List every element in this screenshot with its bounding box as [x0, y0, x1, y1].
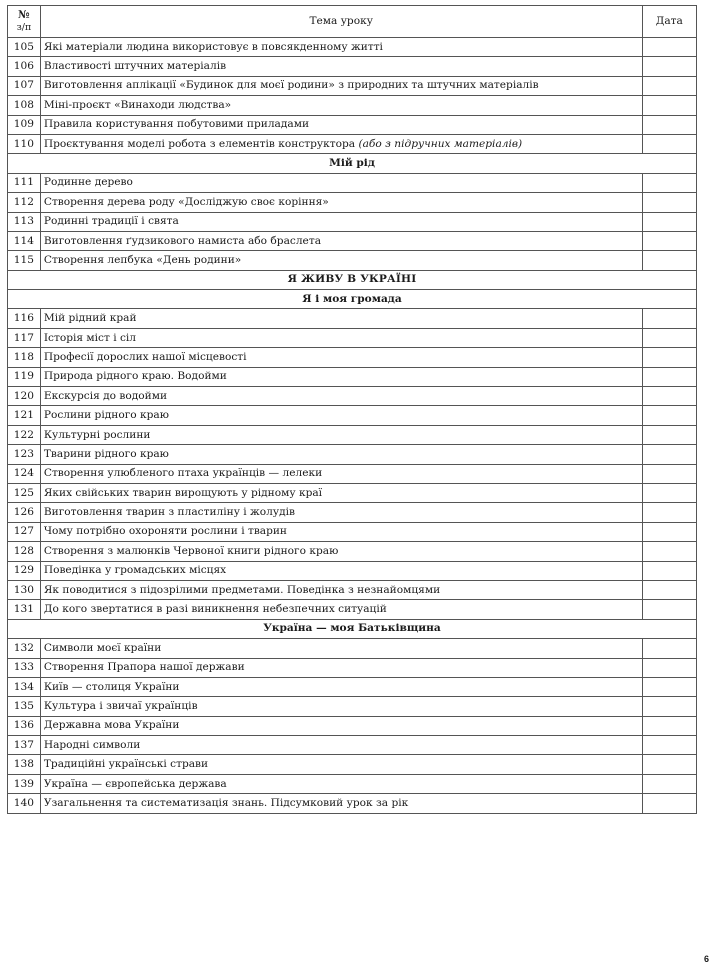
table-row: [8, 483, 697, 502]
lesson-topic-text: Історія міст і сіл: [43, 331, 137, 344]
table-row: [8, 76, 697, 95]
lesson-number: 125: [8, 483, 41, 502]
table-row: [8, 193, 697, 212]
lesson-topic-text: Мій рідний край: [43, 312, 137, 325]
lesson-topic: [40, 348, 642, 367]
lesson-date-cell: [642, 309, 696, 328]
lesson-number: 129: [8, 561, 41, 580]
lesson-number: 134: [8, 677, 41, 696]
lesson-number: 126: [8, 503, 41, 522]
lesson-topic: [40, 522, 642, 541]
lesson-date-cell: [642, 639, 696, 658]
table-row: [8, 406, 697, 425]
lesson-topic-text: Створення з малюнків Червоної книги рідного краю: [43, 544, 339, 557]
lesson-number: 132: [8, 639, 41, 658]
lesson-topic-text: Народні символи: [43, 738, 141, 751]
lesson-date-cell: [642, 561, 696, 580]
lesson-number: 130: [8, 580, 41, 599]
table-row: [8, 309, 697, 328]
lesson-date-cell: [642, 658, 696, 677]
lesson-date-cell: [642, 115, 696, 134]
lesson-topic-text: Екскурсія до водойми: [43, 389, 168, 402]
lesson-topic-text: Властивості штучних матеріалів: [43, 60, 227, 73]
table-row: [8, 677, 697, 696]
table-row: [8, 387, 697, 406]
lesson-number: 140: [8, 794, 41, 813]
header-number-sub: з/п: [16, 22, 32, 33]
table-row: [8, 251, 697, 270]
lesson-topic-text: Традиційні українські страви: [43, 758, 209, 771]
lesson-topic: [40, 600, 642, 619]
section-title: Україна — моя Батьківщина: [8, 619, 697, 638]
lesson-topic-text: Родинні традиції і свята: [43, 215, 179, 228]
lesson-topic: [40, 406, 642, 425]
lesson-topic: [40, 736, 642, 755]
lesson-topic: [40, 387, 642, 406]
table-row: [8, 348, 697, 367]
table-row: [8, 231, 697, 250]
lesson-topic-text: Виготовлення аплікації «Будинок для моєї родини» з природних та штучних матеріалів: [43, 79, 539, 92]
lesson-topic: [40, 57, 642, 76]
lesson-topic: [40, 677, 642, 696]
lesson-topic: [40, 96, 642, 115]
table-row: [8, 639, 697, 658]
lesson-number: 124: [8, 464, 41, 483]
lesson-topic: [40, 503, 642, 522]
lesson-number: 107: [8, 76, 41, 95]
lesson-date-cell: [642, 445, 696, 464]
lesson-date-cell: [642, 600, 696, 619]
lesson-topic: [40, 542, 642, 561]
lesson-number: 123: [8, 445, 41, 464]
lesson-date-cell: [642, 542, 696, 561]
lesson-plan-table: [7, 5, 697, 814]
lesson-number: 139: [8, 774, 41, 793]
lesson-topic-text: Правила користування побутовими приладами: [43, 118, 310, 131]
lesson-topic: [40, 115, 642, 134]
lesson-date-cell: [642, 193, 696, 212]
lesson-date-cell: [642, 76, 696, 95]
lesson-topic: [40, 639, 642, 658]
lesson-topic-text: Професії дорослих нашої місцевості: [43, 350, 247, 363]
table-row: [8, 522, 697, 541]
table-row: [8, 425, 697, 444]
lesson-topic-text: До кого звертатися в разі виникнення небезпечних ситуацій: [43, 603, 387, 616]
lesson-date-cell: [642, 483, 696, 502]
table-row: [8, 115, 697, 134]
lesson-topic: [40, 561, 642, 580]
lesson-date-cell: [642, 794, 696, 813]
lesson-topic-text: Культура і звичаї українців: [43, 699, 198, 712]
table-row: [8, 755, 697, 774]
table-row: [8, 445, 697, 464]
table-row: [8, 736, 697, 755]
lesson-date-cell: [642, 134, 696, 153]
lesson-date-cell: [642, 328, 696, 347]
table-row: [8, 697, 697, 716]
lesson-number: 105: [8, 38, 41, 57]
lesson-topic-text: Проєктування моделі робота з елементів конструктора: [43, 137, 356, 150]
lesson-number: 111: [8, 173, 41, 192]
table-row: [8, 173, 697, 192]
lesson-number: 109: [8, 115, 41, 134]
lesson-date-cell: [642, 173, 696, 192]
lesson-topic-text: Створення Прапора нашої держави: [43, 661, 245, 674]
lesson-number: 122: [8, 425, 41, 444]
lesson-topic: [40, 483, 642, 502]
lesson-date-cell: [642, 367, 696, 386]
lesson-number: 117: [8, 328, 41, 347]
lesson-date-cell: [642, 522, 696, 541]
lesson-topic: [40, 309, 642, 328]
table-row: [8, 96, 697, 115]
lesson-date-cell: [642, 736, 696, 755]
lesson-topic: [40, 212, 642, 231]
table-row: [8, 464, 697, 483]
page-number: 6: [703, 954, 709, 964]
lesson-topic-text: Як поводитися з підозрілими предметами. Поведінка з незнайомцями: [43, 583, 441, 596]
section-title: Я ЖИВУ В УКРАЇНІ: [8, 270, 697, 289]
lesson-date-cell: [642, 503, 696, 522]
lesson-number: 119: [8, 367, 41, 386]
table-row: [8, 38, 697, 57]
lesson-date-cell: [642, 697, 696, 716]
lesson-number: 128: [8, 542, 41, 561]
lesson-topic: [40, 580, 642, 599]
lesson-topic: [40, 251, 642, 270]
lesson-topic-text: Тварини рідного краю: [43, 447, 169, 460]
lesson-topic: [40, 774, 642, 793]
lesson-number: 135: [8, 697, 41, 716]
table-row: [8, 57, 697, 76]
lesson-number: 115: [8, 251, 41, 270]
lesson-date-cell: [642, 755, 696, 774]
lesson-topic: [40, 173, 642, 192]
lesson-date-cell: [642, 464, 696, 483]
lesson-date-cell: [642, 425, 696, 444]
lesson-topic: [40, 697, 642, 716]
lesson-topic-text: Київ — столиця України: [43, 680, 180, 693]
lesson-topic-text: Україна — європейська держава: [43, 777, 227, 790]
lesson-topic: [40, 193, 642, 212]
lesson-topic: [40, 658, 642, 677]
lesson-topic-text: Поведінка у громадських місцях: [43, 564, 227, 577]
lesson-topic: [40, 231, 642, 250]
lesson-topic-text: Створення дерева роду «Досліджую своє коріння»: [43, 195, 329, 208]
section-row: [8, 619, 697, 638]
table-row: [8, 134, 697, 153]
lesson-date-cell: [642, 716, 696, 735]
table-row: [8, 367, 697, 386]
table-body: [8, 38, 697, 814]
lesson-topic-text: Символи моєї країни: [43, 641, 162, 654]
lesson-topic-text: Родинне дерево: [43, 176, 133, 189]
lesson-topic-text: Створення улюбленого птаха українців — лелеки: [43, 467, 323, 480]
header-number: № з/п: [8, 6, 41, 38]
lesson-date-cell: [642, 774, 696, 793]
lesson-topic: [40, 716, 642, 735]
lesson-date-cell: [642, 580, 696, 599]
lesson-topic-text: Які матеріали людина використовує в повсякденному житті: [43, 40, 383, 53]
lesson-topic: [40, 445, 642, 464]
lesson-number: 121: [8, 406, 41, 425]
lesson-topic-note: (або з підручних матеріалів): [358, 137, 523, 150]
table-row: [8, 774, 697, 793]
lesson-number: 127: [8, 522, 41, 541]
lesson-topic-text: Державна мова України: [43, 719, 180, 732]
lesson-topic: [40, 38, 642, 57]
lesson-date-cell: [642, 348, 696, 367]
lesson-topic-text: Природа рідного краю. Водойми: [43, 370, 227, 383]
table-row: [8, 794, 697, 813]
lesson-topic: [40, 464, 642, 483]
header-date: Дата: [642, 6, 696, 38]
lesson-number: 136: [8, 716, 41, 735]
table-row: [8, 600, 697, 619]
table-row: [8, 716, 697, 735]
table-header-row: [8, 6, 697, 38]
section-row: [8, 154, 697, 173]
lesson-number: 118: [8, 348, 41, 367]
lesson-number: 112: [8, 193, 41, 212]
lesson-topic: [40, 134, 642, 153]
lesson-number: 131: [8, 600, 41, 619]
lesson-number: 137: [8, 736, 41, 755]
lesson-number: 113: [8, 212, 41, 231]
lesson-topic: [40, 755, 642, 774]
lesson-date-cell: [642, 96, 696, 115]
lesson-topic: [40, 328, 642, 347]
table-row: [8, 212, 697, 231]
lesson-topic: [40, 76, 642, 95]
lesson-topic-text: Міні-проєкт «Винаходи людства»: [43, 98, 232, 111]
lesson-topic-text: Культурні рослини: [43, 428, 151, 441]
lesson-number: 110: [8, 134, 41, 153]
table-row: [8, 580, 697, 599]
lesson-topic-text: Узагальнення та систематизація знань. Підсумковий урок за рік: [43, 796, 409, 809]
header-topic: Тема уроку: [40, 6, 642, 38]
lesson-number: 108: [8, 96, 41, 115]
lesson-date-cell: [642, 57, 696, 76]
table-row: [8, 542, 697, 561]
lesson-number: 138: [8, 755, 41, 774]
section-row: [8, 270, 697, 289]
table-row: [8, 561, 697, 580]
lesson-number: 120: [8, 387, 41, 406]
lesson-date-cell: [642, 406, 696, 425]
section-row: [8, 290, 697, 309]
lesson-number: 106: [8, 57, 41, 76]
table-row: [8, 328, 697, 347]
lesson-topic-text: Створення лепбука «День родини»: [43, 253, 242, 266]
lesson-date-cell: [642, 387, 696, 406]
lesson-date-cell: [642, 231, 696, 250]
lesson-topic-text: Виготовлення тварин з пластиліну і жолудів: [43, 506, 296, 519]
section-title: Мій рід: [8, 154, 697, 173]
lesson-number: 133: [8, 658, 41, 677]
lesson-number: 114: [8, 231, 41, 250]
lesson-topic: [40, 794, 642, 813]
lesson-date-cell: [642, 251, 696, 270]
lesson-topic: [40, 425, 642, 444]
lesson-number: 116: [8, 309, 41, 328]
lesson-date-cell: [642, 677, 696, 696]
lesson-topic-text: Виготовлення ґудзикового намиста або браслета: [43, 234, 322, 247]
lesson-topic-text: Рослини рідного краю: [43, 409, 169, 422]
lesson-date-cell: [642, 38, 696, 57]
section-title: Я і моя громада: [8, 290, 697, 309]
lesson-topic-text: Чому потрібно охороняти рослини і тварин: [43, 525, 287, 538]
lesson-date-cell: [642, 212, 696, 231]
table-row: [8, 503, 697, 522]
lesson-topic-text: Яких свійських тварин вирощують у рідному краї: [43, 486, 323, 499]
table-row: [8, 658, 697, 677]
lesson-topic: [40, 367, 642, 386]
